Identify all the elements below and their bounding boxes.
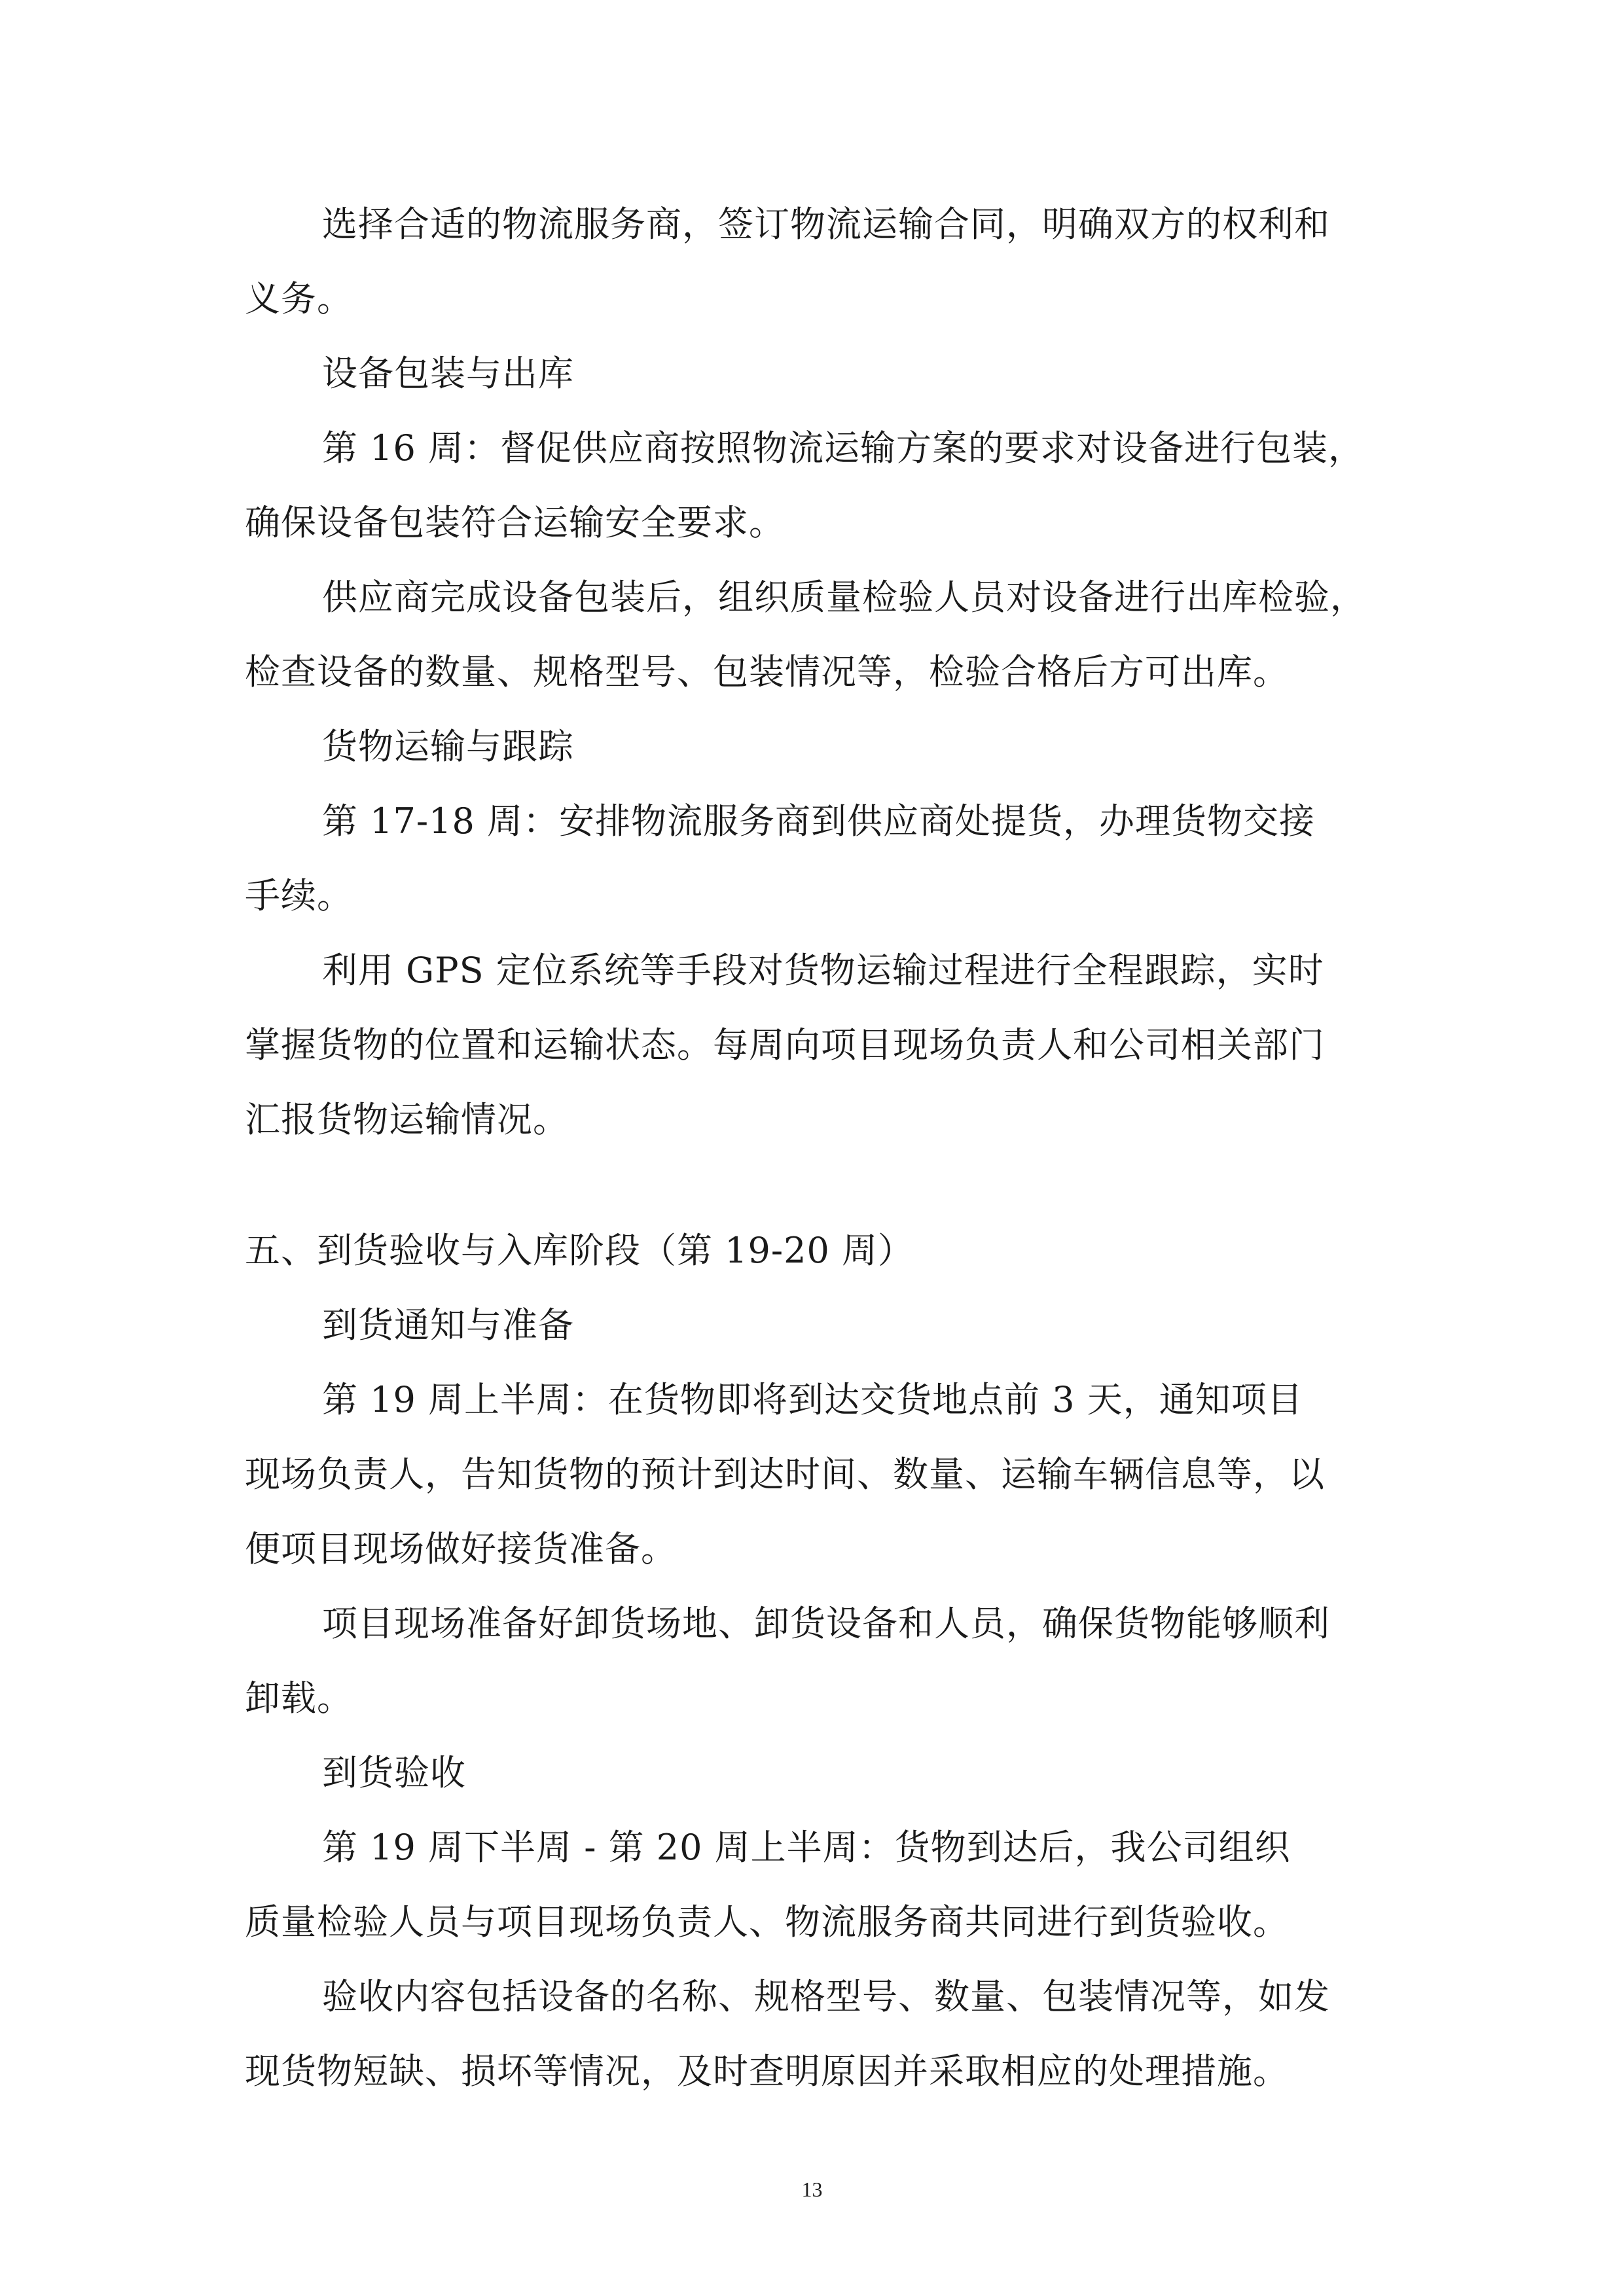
paragraph-line: 第 17-18 周：安排物流服务商到供应商处提货，办理货物交接: [322, 800, 1315, 842]
section-subheading: 货物运输与跟踪: [322, 726, 574, 767]
paragraph-line: 验收内容包括设备的名称、规格型号、数量、包装情况等，如发: [322, 1976, 1330, 2017]
paragraph-line: 项目现场准备好卸货场地、卸货设备和人员，确保货物能够顺利: [322, 1603, 1330, 1644]
paragraph-line: 第 19 周下半周 - 第 20 周上半周：货物到达后，我公司组织: [322, 1827, 1291, 1868]
section-subheading: 到货验收: [322, 1752, 466, 1793]
paragraph-line: 义务。: [245, 278, 353, 319]
paragraph-line: 手续。: [245, 875, 353, 916]
paragraph-line: 第 19 周上半周：在货物即将到达交货地点前 3 天，通知项目: [322, 1379, 1303, 1420]
paragraph-line: 供应商完成设备包装后，组织质量检验人员对设备进行出库检验，: [322, 577, 1366, 618]
paragraph-line: 便项目现场做好接货准备。: [245, 1528, 677, 1570]
paragraph-line: 确保设备包装符合运输安全要求。: [245, 502, 785, 543]
paragraph-line: 汇报货物运输情况。: [245, 1099, 569, 1140]
section-subheading: 设备包装与出库: [322, 353, 574, 394]
paragraph-line: 卸载。: [245, 1677, 353, 1719]
paragraph-line: 利用 GPS 定位系统等手段对货物运输过程进行全程跟踪，实时: [322, 950, 1324, 991]
paragraph-line: 掌握货物的位置和运输状态。每周向项目现场负责人和公司相关部门: [245, 1024, 1325, 1066]
section-heading: 五、到货验收与入库阶段（第 19-20 周）: [245, 1230, 914, 1271]
paragraph-line: 现货物短缺、损坏等情况，及时查明原因并采取相应的处理措施。: [245, 2051, 1289, 2092]
paragraph-line: 现场负责人，告知货物的预计到达时间、数量、运输车辆信息等，以: [245, 1454, 1325, 1495]
paragraph-line: 质量检验人员与项目现场负责人、物流服务商共同进行到货验收。: [245, 1901, 1289, 1943]
paragraph-line: 检查设备的数量、规格型号、包装情况等，检验合格后方可出库。: [245, 651, 1289, 692]
section-subheading: 到货通知与准备: [322, 1304, 574, 1346]
paragraph-line: 选择合适的物流服务商，签订物流运输合同，明确双方的权利和: [322, 204, 1330, 245]
page-number: 13: [801, 2178, 823, 2201]
paragraph-line: 第 16 周：督促供应商按照物流运输方案的要求对设备进行包装，: [322, 427, 1365, 469]
